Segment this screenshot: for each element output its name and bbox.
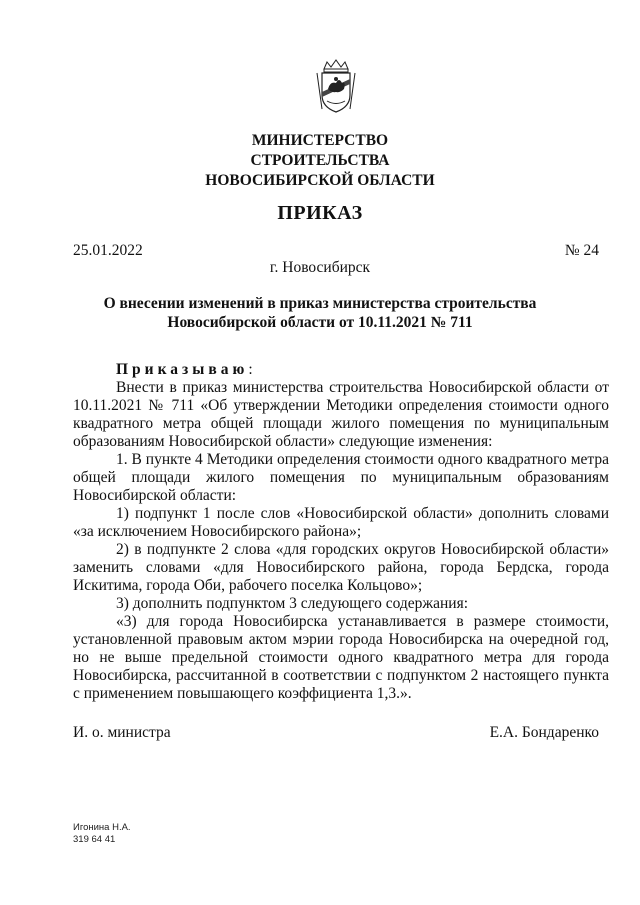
executor-phone: 319 64 41 xyxy=(73,834,116,845)
subject-line: Новосибирской области от 10.11.2021 № 711 xyxy=(167,314,473,331)
ministry-line: СТРОИТЕЛЬСТВА xyxy=(250,152,390,169)
order-date: 25.01.2022 xyxy=(73,242,143,259)
executor-name: Игонина Н.А. xyxy=(73,822,131,833)
ministry-line: НОВОСИБИРСКОЙ ОБЛАСТИ xyxy=(205,172,435,189)
order-subject xyxy=(90,294,550,332)
body-paragraph: Внести в приказ министерства строительства Новосибирской области от 10.11.2021 № 711 «Об утверждении Методики определения стоимости одного квадратного метра общей площади жилого помещения по муниципальным образованиям Новосибирской области» следующие изменения: xyxy=(73,379,609,450)
order-number: № 24 xyxy=(564,242,599,259)
order-body xyxy=(73,361,609,703)
ministry-name xyxy=(0,131,640,191)
body-paragraph: 1) подпункт 1 после слов «Новосибирской области» дополнить словами «за исключением Новосибирского района»; xyxy=(73,505,609,540)
order-city: г. Новосибирск xyxy=(269,259,371,276)
ministry-line: МИНИСТЕРСТВО xyxy=(251,132,389,149)
subject-line: О внесении изменений в приказ министерства строительства xyxy=(103,295,537,312)
body-paragraph: 1. В пункте 4 Методики определения стоимости одного квадратного метра общей площади жилого помещения по муниципальным образованиям Новосибирской области: xyxy=(73,451,609,504)
coat-of-arms-icon xyxy=(314,59,358,114)
decree-word: Приказываю xyxy=(116,361,249,378)
order-title: ПРИКАЗ xyxy=(277,202,363,224)
decree-colon: : xyxy=(248,361,253,378)
signer-name: Е.А. Бондаренко xyxy=(489,724,599,741)
signer-title: И. о. министра xyxy=(73,724,171,741)
decree-heading xyxy=(73,361,609,379)
body-paragraph: 3) дополнить подпунктом 3 следующего содержания: xyxy=(116,595,469,612)
body-paragraph: «3) для города Новосибирска устанавливается в размере стоимости, установленной правовым актом мэрии города Новосибирска на очередной год, но не выше предельной стоимости одного квадратного метра для города Новосибирска, рассчитанной в соответствии с подпунктом 2 настоящего пункта с применением повышающего коэффициента 1,3.». xyxy=(73,613,609,702)
body-paragraph: 2) в подпункте 2 слова «для городских округов Новосибирской области» заменить словами «для Новосибирского района, города Бердска, города Искитима, города Оби, рабочего поселка Кольцово»; xyxy=(73,541,609,594)
executor-info xyxy=(73,822,131,846)
